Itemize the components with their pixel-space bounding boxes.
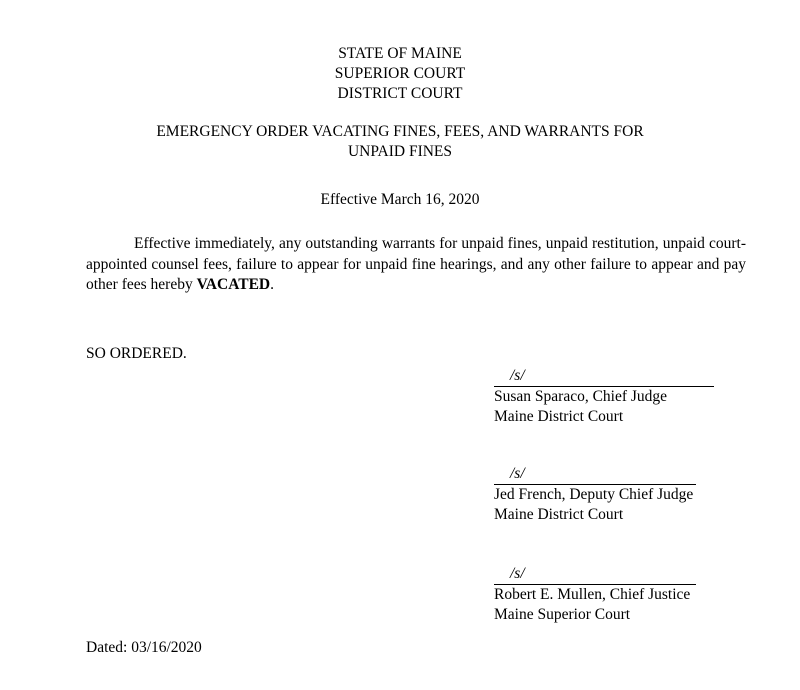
order-body-text: Effective immediately, any outstanding warrants for unpaid fines, unpaid restitution, unpaid court-appointed counsel fees, failure to appear for unpaid fine hearings, and any other failure to appear and pay other fees hereby: [86, 235, 746, 293]
signature-block-3: [494, 564, 696, 625]
signatory-court: Maine District Court: [494, 506, 624, 523]
order-title-line1: EMERGENCY ORDER VACATING FINES, FEES, AND WARRANTS FOR: [156, 123, 644, 140]
signatory-court: Maine District Court: [494, 408, 624, 425]
signature-line: [494, 366, 714, 387]
order-body-emphasis: VACATED: [196, 276, 271, 293]
dated-line: Dated: 03/16/2020: [86, 639, 202, 656]
court-header: [0, 44, 800, 104]
signature-line: [494, 464, 696, 485]
order-body-end: .: [270, 276, 274, 293]
order-body-paragraph: [86, 234, 746, 296]
signatory-name-title: Jed French, Deputy Chief Judge: [494, 486, 694, 503]
signatory-court: Maine Superior Court: [494, 606, 631, 623]
signatory-name-title: Susan Sparaco, Chief Judge: [494, 388, 668, 405]
header-district-court: DISTRICT COURT: [337, 85, 463, 102]
header-superior-court: SUPERIOR COURT: [334, 65, 466, 82]
signature-mark: /s/: [510, 565, 525, 582]
signature-block-2: [494, 464, 696, 525]
signature-line: [494, 564, 696, 585]
signature-mark: /s/: [510, 367, 525, 384]
order-title: [150, 122, 650, 162]
effective-date: Effective March 16, 2020: [320, 191, 480, 208]
order-title-line2: UNPAID FINES: [347, 143, 453, 160]
so-ordered: SO ORDERED.: [86, 345, 187, 362]
header-state: STATE OF MAINE: [338, 45, 462, 62]
signatory-name-title: Robert E. Mullen, Chief Justice: [494, 586, 691, 603]
signature-mark: /s/: [510, 465, 525, 482]
signature-block-1: [494, 366, 714, 427]
